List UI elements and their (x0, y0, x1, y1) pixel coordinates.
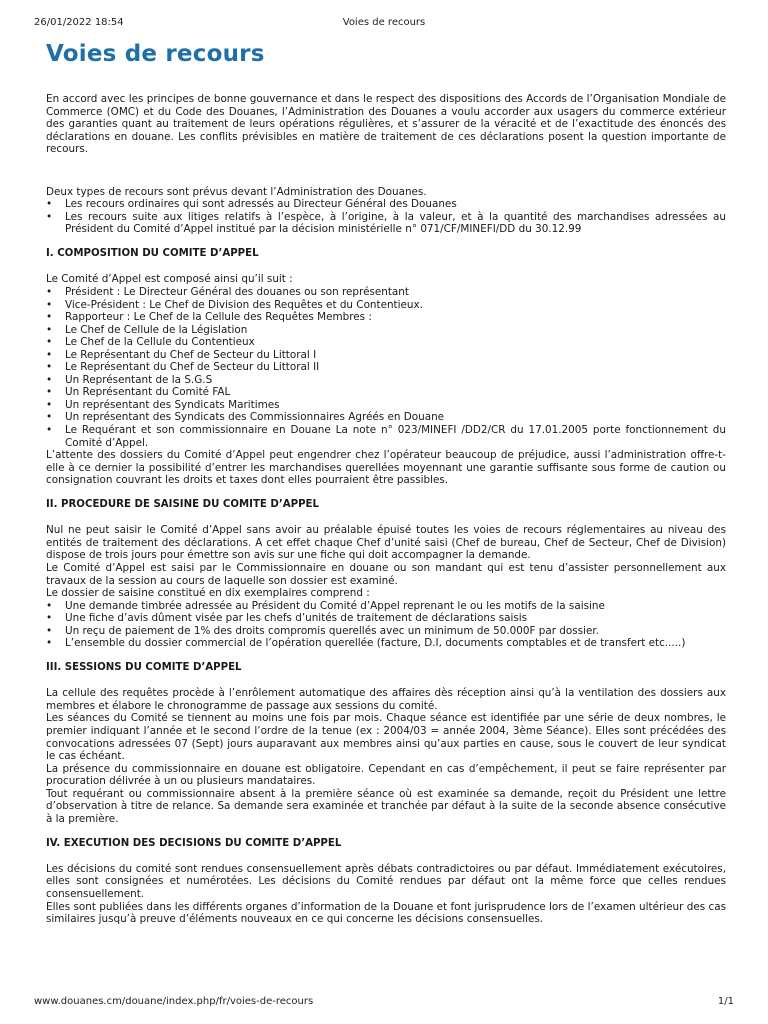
list-item: • Le Représentant du Chef de Secteur du Littoral I (46, 349, 726, 362)
procedure-paragraph: Le dossier de saisine constitué en dix exemplaires comprend : (46, 587, 370, 600)
list-item: • Les recours suite aux litiges relatifs à l’espèce, à l’origine, à la valeur, et à la quantité des marchandises adressées au Président du Comité d’Appel institué par la décision ministérielle n° 071/CF/MINEFI/DD du 30.12.99 (46, 211, 726, 236)
list-item: • Un Représentant du Comité FAL (46, 386, 726, 399)
page-number: 1/1 (717, 996, 734, 1007)
print-footer (34, 996, 734, 1010)
procedure-list (46, 600, 726, 650)
list-item: • Un représentant des Syndicats des Commissionnaires Agréés en Douane (46, 411, 726, 424)
list-item: • Le Représentant du Chef de Secteur du Littoral II (46, 361, 726, 374)
article-body (46, 93, 726, 926)
execution-paragraph: Elles sont publiées dans les différents organes d’information de la Douane et font jurisprudence lors de l’examen ultérieur des cas similaires jusqu’à preuve d’éléments nouveaux en ce qui concerne les décisions consensuelles. (46, 900, 726, 926)
composition-after: L’attente des dossiers du Comité d’Appel peut engendrer chez l’opérateur beaucoup de préjudice, aussi l’administration offre-t-elle à ce dernier la possibilité d’entrer les marchandises querellées moyennant une garantie suffisante sous forme de caution ou consignation couvrant les droits et taxes dont elles pourraient être passibles. (46, 449, 726, 487)
section-heading-procedure: II. PROCEDURE DE SAISINE DU COMITE D’APPEL (46, 499, 320, 511)
section-heading-execution: IV. EXECUTION DES DECISIONS DU COMITE D’APPEL (46, 837, 342, 849)
sessions-paragraph: La présence du commissionnaire en douane est obligatoire. Cependant en cas d’empêchement, il peut se faire représenter par procuration délivrée à un ou plusieurs mandataires. (46, 762, 726, 788)
procedure-paragraph: Le Comité d’Appel est saisi par le Commissionnaire en douane ou son mandant qui est tenu d’assister personnellement aux travaux de la session au cours de laquelle son dossier est examiné. (46, 561, 726, 587)
list-item: • Rapporteur : Le Chef de la Cellule des Requêtes Membres : (46, 311, 726, 324)
list-item: • Un reçu de paiement de 1% des droits compromis querellés avec un minimum de 50.000F par dossier. (46, 625, 726, 638)
list-item: • Les recours ordinaires qui sont adressés au Directeur Général des Douanes (46, 198, 726, 211)
composition-list (46, 286, 726, 449)
page-url: www.douanes.cm/douane/index.php/fr/voies-de-recours (34, 996, 314, 1007)
list-item: • Une demande timbrée adressée au Président du Comité d’Appel reprenant le ou les motifs de la saisine (46, 600, 726, 613)
list-item: • L’ensemble du dossier commercial de l’opération querellée (facture, D.I, documents comptables et de transfert etc.....) (46, 637, 726, 650)
list-item: • Président : Le Directeur Général des douanes ou son représentant (46, 286, 726, 299)
procedure-paragraph: Nul ne peut saisir le Comité d’Appel sans avoir au préalable épuisé toutes les voies de recours réglementaires au niveau des entités de traitement des déclarations. A cet effet chaque Chef d’unité saisi (Chef de bureau, Chef de Secteur, Chef de Division) dispose de trois jours pour émettre son avis sur une fiche qui doit accompagner la demande. (46, 524, 726, 562)
types-list (46, 198, 726, 236)
types-lead: Deux types de recours sont prévus devant l’Administration des Douanes. (46, 185, 427, 198)
page-title: Voies de recours (46, 41, 265, 67)
execution-paragraph: Les décisions du comité sont rendues consensuellement après débats contradictoires ou par défaut. Immédiatement exécutoires, elles sont consignées et numérotées. Les décisions du Comité rendues par défaut ont la même force que celles rendues consensuellement. (46, 862, 726, 900)
list-item: • Vice-Président : Le Chef de Division des Requêtes et du Contentieux. (46, 299, 726, 312)
list-item: • Le Chef de Cellule de la Législation (46, 324, 726, 337)
list-item: • Un Représentant de la S.G.S (46, 374, 726, 387)
print-title: Voies de recours (342, 17, 426, 28)
section-heading-sessions: III. SESSIONS DU COMITE D’APPEL (46, 662, 242, 674)
list-item: • Le Chef de la Cellule du Contentieux (46, 336, 726, 349)
list-item: • Une fiche d’avis dûment visée par les chefs d’unités de traitement de déclarations saisis (46, 612, 726, 625)
sessions-paragraph: Tout requérant ou commissionnaire absent à la première séance où est examinée sa demande, reçoit du Président une lettre d’observation à titre de relance. Sa demande sera examinée et tranchée par défaut à la suite de la seconde absence consécutive à la première. (46, 787, 726, 825)
sessions-paragraph: La cellule des requêtes procède à l’enrôlement automatique des affaires dès réception ainsi qu’à la ventilation des dossiers aux membres et élabore le chronogramme de passage aux sessions du comité. (46, 687, 726, 712)
list-item: • Un représentant des Syndicats Maritimes (46, 399, 726, 412)
intro-paragraph: En accord avec les principes de bonne gouvernance et dans le respect des dispositions des Accords de l’Organisation Mondiale de Commerce (OMC) et du Code des Douanes, l’Administration des Douanes a voulu accorder aux usagers du commerce extérieur des garanties quant au traitement de leurs opérations régulières, et s’assurer de la véracité et de l’exactitude des énoncés des déclarations en douane. Les conflits prévisibles en matière de traitement de ces déclarations posent la question importante de recours. (46, 93, 726, 156)
print-date: 26/01/2022 18:54 (34, 17, 124, 28)
composition-lead: Le Comité d’Appel est composé ainsi qu’il suit : (46, 273, 293, 286)
list-item: • Le Requérant et son commissionnaire en Douane La note n° 023/MINEFI /DD2/CR du 17.01.2005 porte fonctionnement du Comité d’Appel. (46, 424, 726, 449)
print-header (34, 17, 734, 31)
sessions-paragraph: Les séances du Comité se tiennent au moins une fois par mois. Chaque séance est identifiée par une série de deux nombres, le premier indiquant l’année et le second l’ordre de la tenue (ex : 2004/03 = année 2004, 3ème Séance). Elles sont précédées des convocations adressées 07 (Sept) jours auparavant aux membres ainsi qu’aux parties en cause, sous le couvert de leur syndicat le cas échéant. (46, 712, 726, 763)
section-heading-composition: I. COMPOSITION DU COMITE D’APPEL (46, 248, 259, 260)
